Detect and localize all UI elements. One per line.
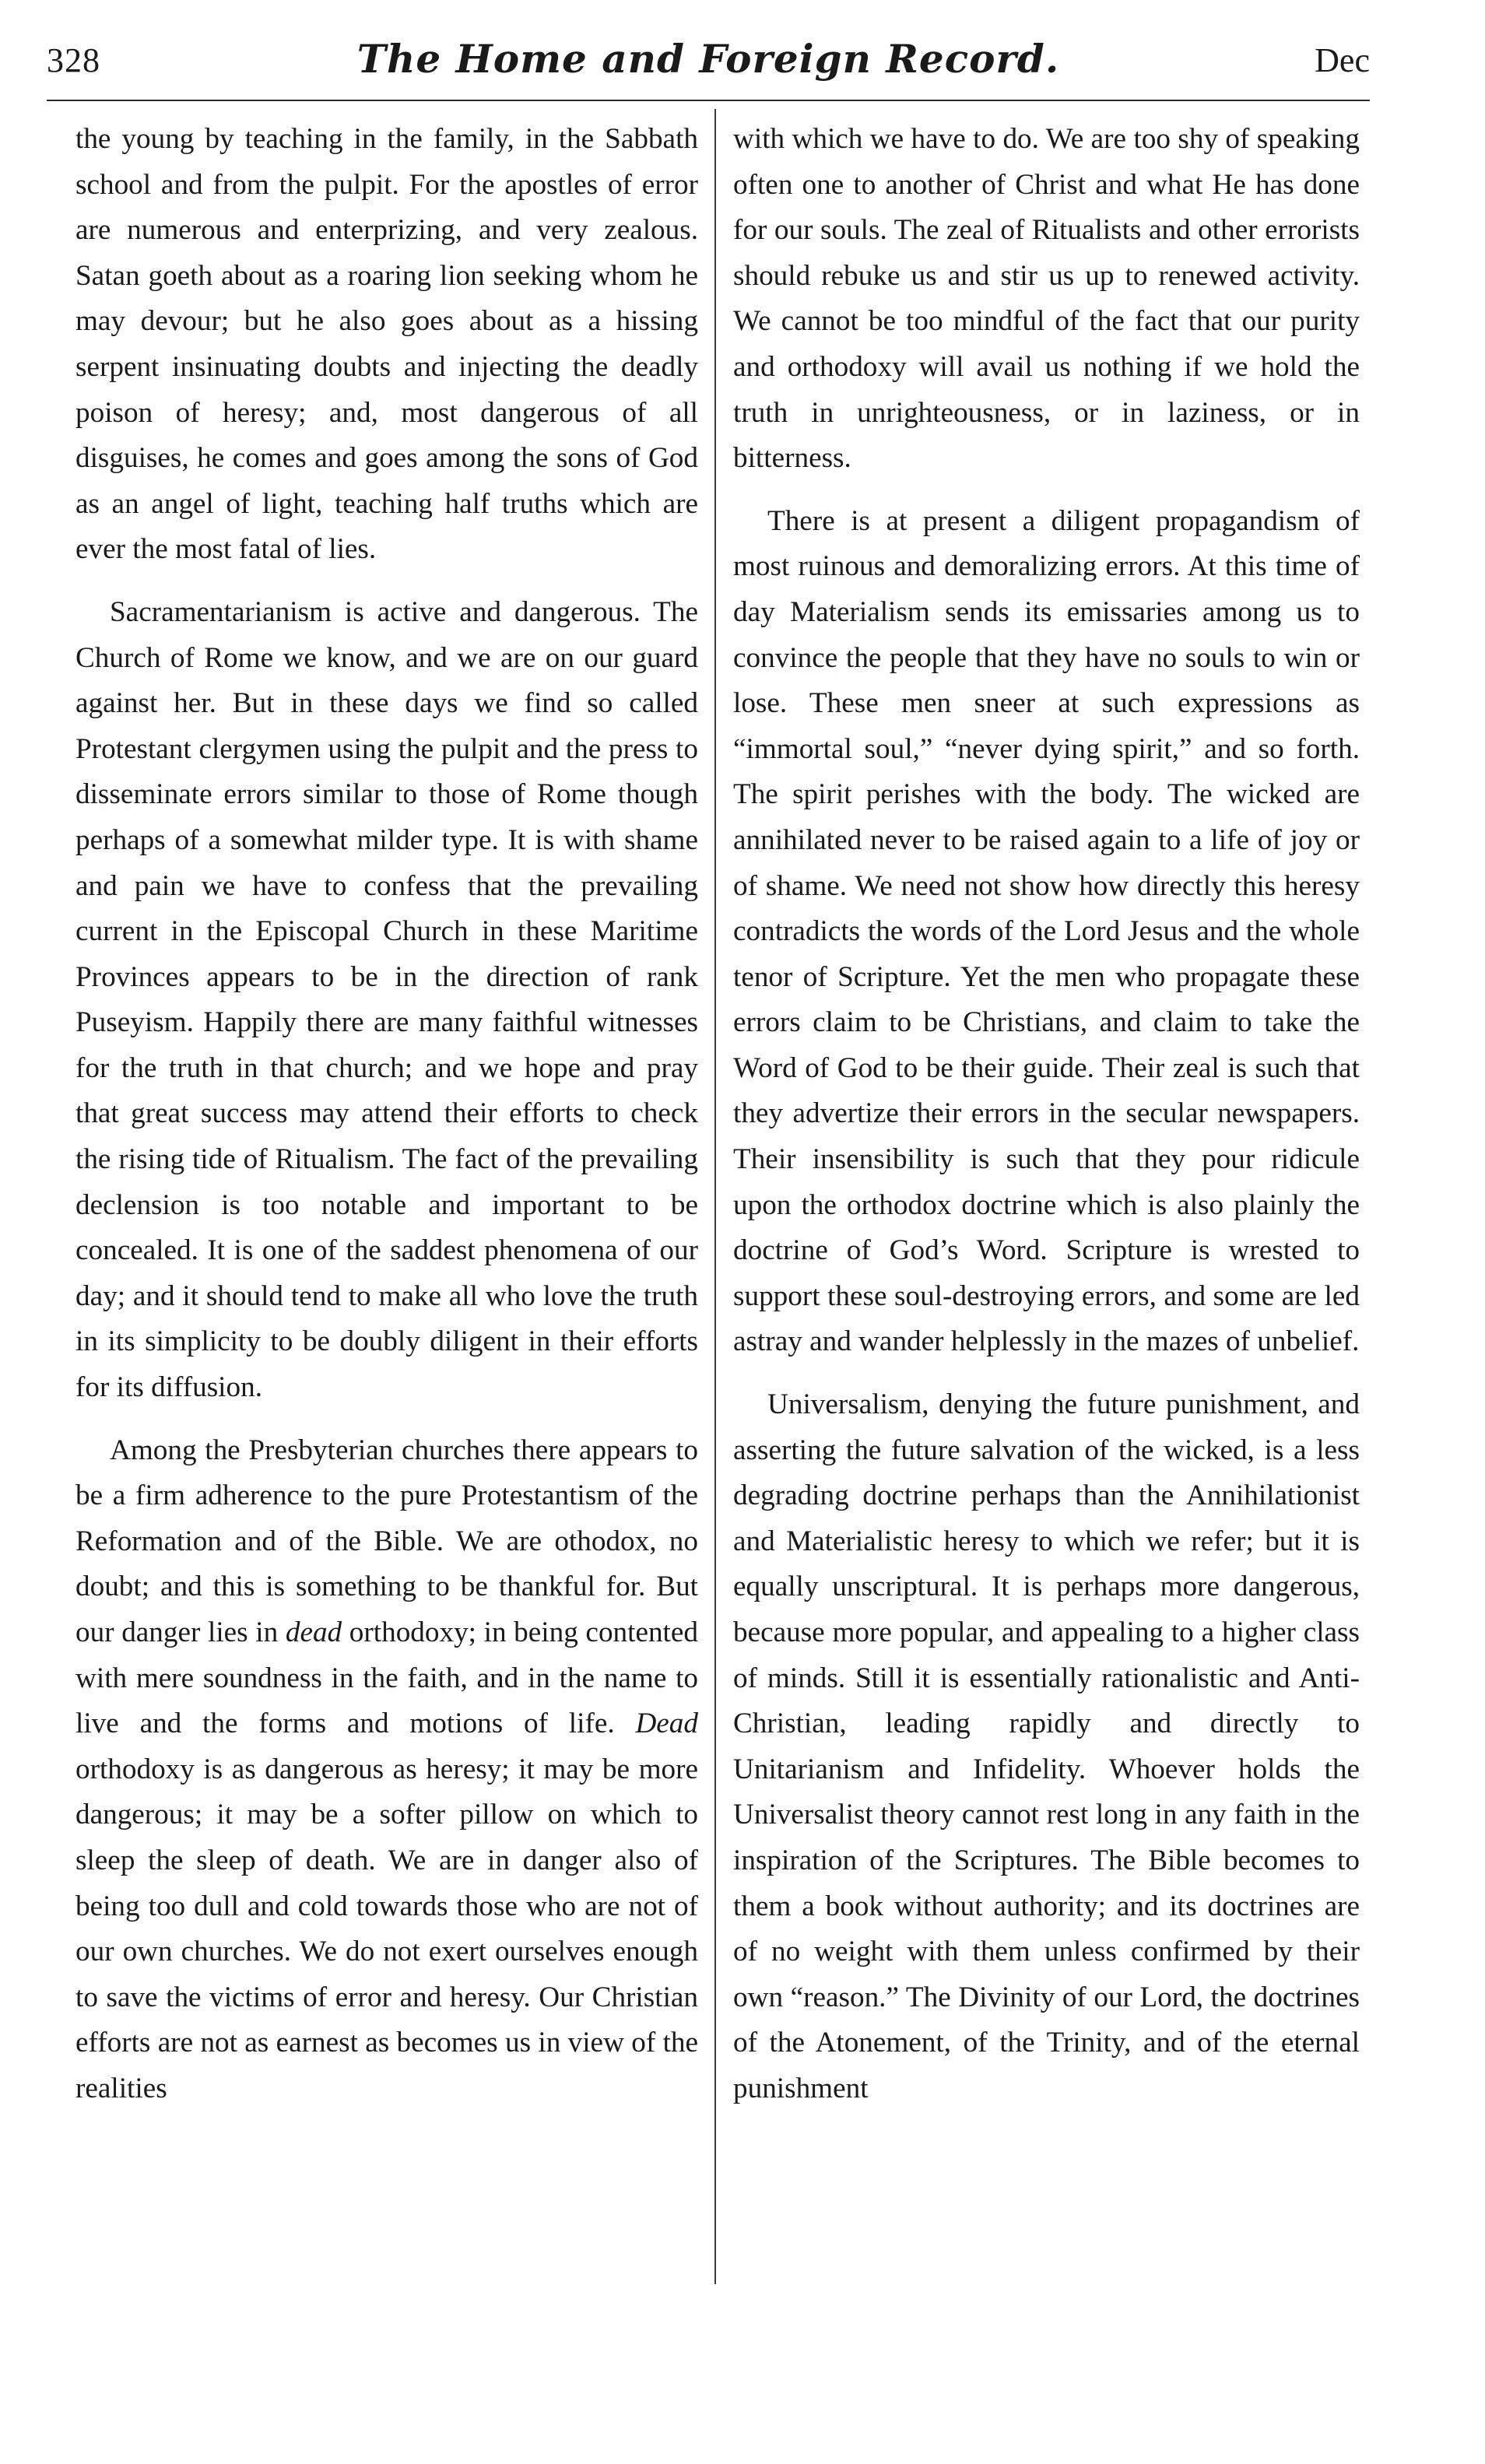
header-rule — [47, 100, 1370, 101]
paragraph: Sacramentarianism is active and dangerous. The Church of Rome we know, and we are on our guard against her. But in these days we find so called Protestant clergymen using the pulpit and the press to disseminate errors similar to those of Rome though perhaps of a somewhat milder type. It is with shame and pain we have to confess that the prevailing current in the Episcopal Church in these Maritime Provinces appears to be in the direction of rank Puseyism. Happily there are many faithful witnesses for the truth in that church; and we hope and pray that great success may attend their efforts to check the rising tide of Ritualism. The fact of the prevailing declension is too notable and important to be concealed. It is one of the saddest phenomena of our day; and it should tend to make all who love the truth in its simplicity to be doubly diligent in their efforts for its diffusion. — [75, 595, 698, 1404]
page-header — [47, 36, 1370, 95]
paragraph-text: orthodoxy is as dangerous as heresy; it may be more dangerous; it may be a softer pillow on which to sleep the sleep of death. We are in danger also of being too dull and cold towards those who are not of our own churches. We do not exert ourselves enough to save the victims of error and heresy. Our Christian efforts are not as earnest as becomes us in view of the realities — [75, 1753, 698, 2104]
left-column — [75, 117, 698, 2112]
paragraph-text: Among the Presbyterian churches there appears to be a firm adherence to the pure Protestantism of the Reformation and of the Bible. We are othodox, no doubt; and this is something to be thankful for. But our danger lies in — [75, 1434, 698, 1648]
column-divider — [714, 109, 716, 2284]
paragraph-text: orthodoxy; in being contented with mere soundness in the faith, and in the name to live and the forms and motions of life. — [75, 1616, 698, 1740]
right-column — [733, 117, 1360, 2112]
running-month: Dec — [1315, 41, 1370, 79]
page-number: 328 — [47, 41, 100, 79]
paragraph: Universalism, denying the future punishment, and asserting the future salvation of the wicked, is a less degrading doctrine perhaps than the Annihilationist and Materialistic heresy to which we refer; but it is equally unscriptural. It is perhaps more dangerous, because more popular, and appealing to a higher class of minds. Still it is essentially rationalistic and Anti-Christian, leading rapidly and directly to Unitarianism and Infidelity. Whoever holds the Universalist theory cannot rest long in any faith in the inspiration of the Scriptures. The Bible becomes to them a book without authority; and its doctrines are of no weight with them unless confirmed by their own “reason.” The Divinity of our Lord, the doctrines of the Atonement, of the Trinity, and of the eternal punishment — [733, 1388, 1360, 2104]
paragraph: There is at present a diligent propagandism of most ruinous and demoralizing errors. At this time of day Materialism sends its emissaries among us to convince the people that they have no souls to win or lose. These men sneer at such expressions as “immortal soul,” “never dying spirit,” and so forth. The spirit perishes with the body. The wicked are annihilated never to be raised again to a life of joy or of shame. We need not show how directly this heresy contradicts the words of the Lord Jesus and the whole tenor of Scripture. Yet the men who propagate these errors claim to be Christians, and claim to take the Word of God to be their guide. Their zeal is such that they advertize their errors in the secular newspapers. Their insensibility is such that they pour ridicule upon the orthodox doctrine which is also plainly the doctrine of God’s Word. Scripture is wrested to support these soul-destroying errors, and some are led astray and wander helplessly in the mazes of unbelief. — [733, 504, 1360, 1358]
paragraph: with which we have to do. We are too shy of speaking often one to another of Christ and what He has done for our souls. The zeal of Ritualists and other errorists should rebuke us and stir us up to renewed activity. We cannot be too mindful of the fact that our purity and orthodoxy will avail us nothing if we hold the truth in unrighteousness, or in laziness, or in bitterness. — [733, 123, 1360, 475]
emphasis: dead — [285, 1616, 342, 1648]
emphasis: Dead — [635, 1708, 698, 1740]
paragraph — [75, 1428, 698, 2112]
paragraph: the young by teaching in the family, in the Sabbath school and from the pulpit. For the apostles of error are numerous and enterprizing, and very zealous. Satan goeth about as a roaring lion seeking whom he may devour; but he also goes about as a hissing serpent insinuating doubts and injecting the deadly poison of heresy; and, most dangerous of all disguises, he comes and goes among the sons of God as an angel of light, teaching half truths which are ever the most fatal of lies. — [75, 123, 698, 566]
running-title: The Home and Foreign Record. — [356, 36, 1060, 82]
